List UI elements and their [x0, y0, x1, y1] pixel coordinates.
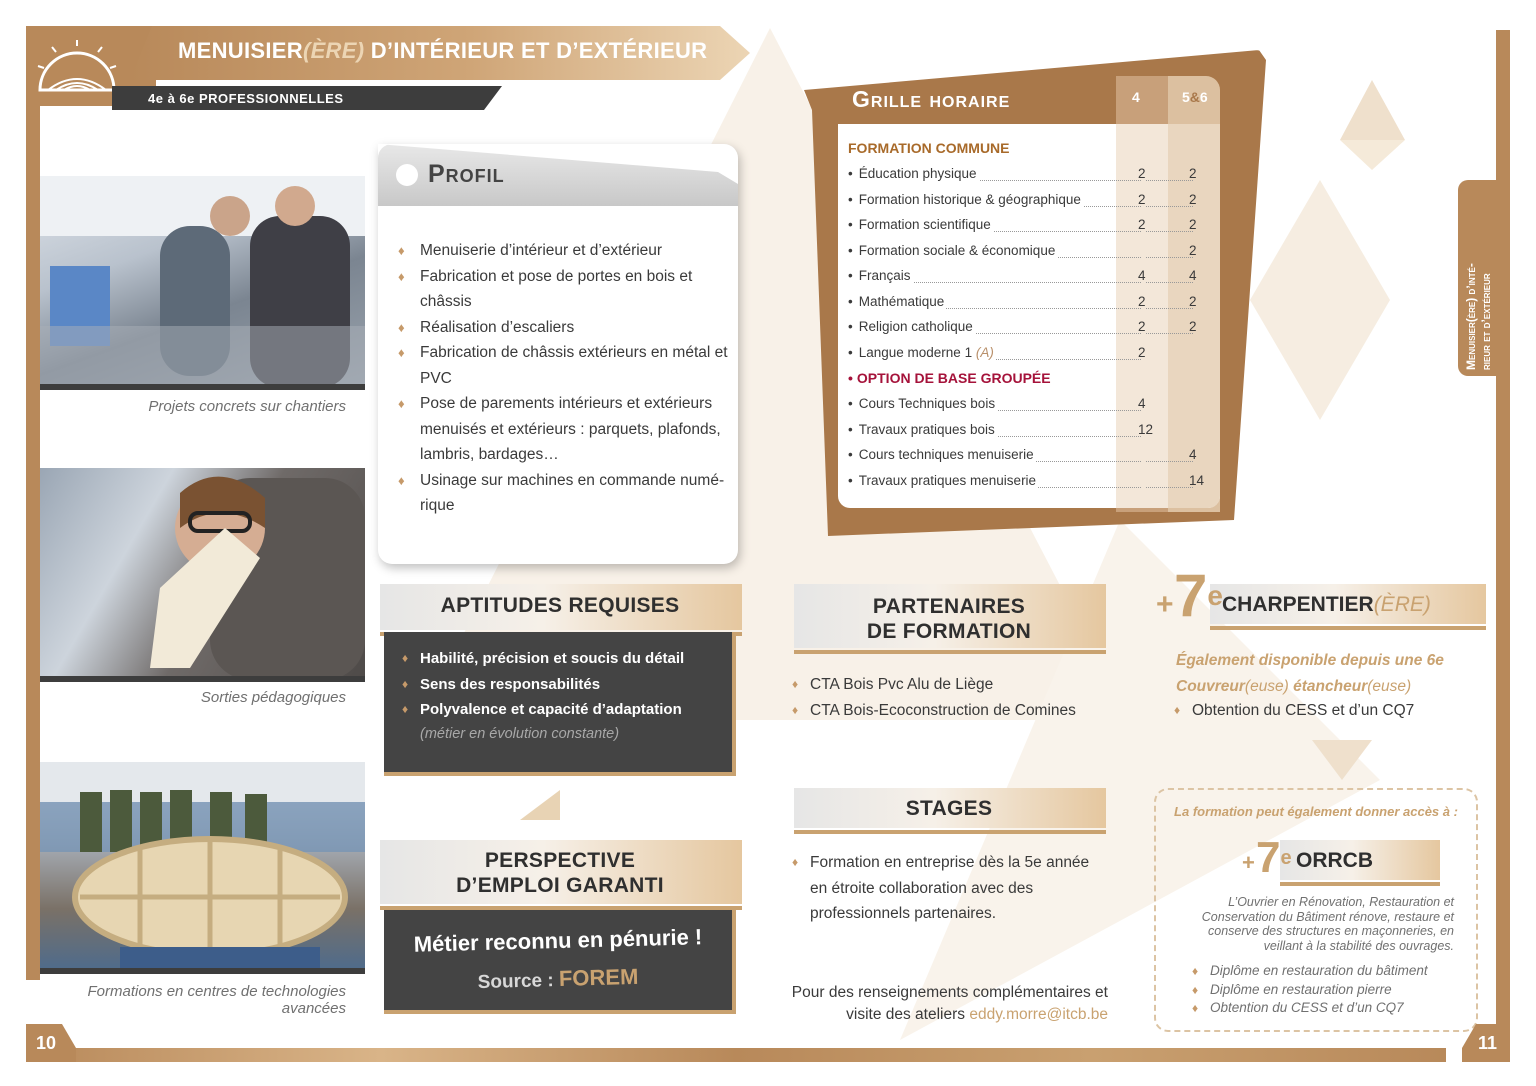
- frame-left-bar: [26, 100, 40, 980]
- charpentier-title: CHARPENTIER(ÈRE): [1222, 593, 1431, 616]
- dotted-leader: [1146, 333, 1193, 334]
- grille-section-option: • OPTION DE BASE GROUPÉE: [848, 370, 1051, 386]
- stages-list: [792, 850, 1092, 927]
- grille-value-4: 2: [1138, 344, 1146, 360]
- grille-row-label: • Cours Techniques bois: [848, 396, 997, 411]
- list-item: ♦ Fabrication et pose de portes en bois et châssis: [398, 264, 728, 315]
- dotted-leader: [1146, 282, 1193, 283]
- perspective-source: Source : FOREM: [477, 963, 639, 994]
- dotted-leader: [1146, 308, 1193, 309]
- charpentier-also: Également disponible depuis une 6e Couvreur(euse) étancheur(euse): [1176, 652, 1444, 695]
- grille-value-56: 4: [1189, 447, 1197, 462]
- seventh-year-badge: 7e: [1174, 562, 1223, 629]
- grille-value-4: 2: [1138, 319, 1146, 334]
- list-item: ♦ Menuiserie d’intérieur et d’extérieur: [398, 238, 728, 264]
- perspective-headline: Métier reconnu en pénurie !: [413, 924, 703, 957]
- grille-row: [848, 473, 1203, 495]
- dotted-leader: [1146, 180, 1193, 181]
- grille-row: [848, 294, 1203, 316]
- list-item: ♦ Habilité, précision et soucis du détail: [402, 646, 732, 672]
- dotted-leader: [1146, 231, 1193, 232]
- grille-row-label: • Formation historique & géographique: [848, 192, 1083, 207]
- profil-list: [398, 238, 728, 519]
- grille-value-4: 4: [1138, 396, 1146, 411]
- grille-row-label: • Éducation physique: [848, 166, 979, 181]
- grille-value-4: 2: [1138, 191, 1146, 207]
- aptitudes-list: [402, 646, 732, 723]
- grille-value-4: 2: [1138, 166, 1146, 181]
- list-item: ♦ CTA Bois-Ecoconstruction de Comines: [792, 698, 1102, 724]
- list-item: ♦ Formation en entreprise dès la 5e année en étroite collaboration avec des professionnels partenaires.: [792, 850, 1092, 927]
- grille-row: [848, 447, 1203, 469]
- grille-title: Grille horaire: [852, 86, 1011, 112]
- grille-row: [848, 243, 1203, 265]
- grille-header-56: 5&6: [1182, 89, 1208, 105]
- circle-icon: [396, 164, 418, 186]
- list-item: ♦ Diplôme en restauration pierre: [1192, 981, 1472, 1000]
- photo-caption: Formations en centres de technologies avancées: [87, 983, 346, 1017]
- grille-row-label: • Formation sociale & économique: [848, 243, 1057, 258]
- saw-blade-icon: [34, 40, 120, 94]
- grille-value-56: 2: [1189, 191, 1197, 207]
- grille-row-label: • Religion catholique: [848, 319, 975, 334]
- list-item: ♦ Réalisation d’escaliers: [398, 315, 728, 341]
- list-item: ♦ Diplôme en restauration du bâtiment: [1192, 962, 1472, 981]
- list-item: ♦ CTA Bois Pvc Alu de Liège: [792, 672, 1102, 698]
- page-title: MENUISIER(ÈRE) D’INTÉRIEUR ET D’EXTÉRIEUR: [178, 38, 708, 63]
- page-number-left: 10: [36, 1033, 57, 1053]
- grille-row: [848, 192, 1203, 214]
- orrcb-intro: La formation peut également donner accès à :: [1174, 804, 1458, 819]
- photo-student: [40, 468, 365, 680]
- aptitudes-note: (métier en évolution constante): [420, 726, 620, 742]
- grille-section-commune: FORMATION COMMUNE: [848, 140, 1010, 156]
- list-item: ♦ Usinage sur machines en commande numé-rique: [398, 468, 728, 519]
- list-item: ♦ Pose de parements intérieurs et extérieurs menuisés et extérieurs : parquets, plafonds, lambris, bardages…: [398, 391, 728, 468]
- grille-row-label: • Formation scientifique: [848, 217, 993, 232]
- list-item: ♦ Fabrication de châssis extérieurs en métal et PVC: [398, 340, 728, 391]
- photo-edge: [40, 384, 365, 390]
- grille-row: [848, 396, 1203, 418]
- perspective-title: PERSPECTIVE D’EMPLOI GARANTI: [456, 849, 664, 897]
- aptitudes-title: APTITUDES REQUISES: [440, 594, 680, 617]
- grille-row-label: • Langue moderne 1 (A): [848, 345, 996, 360]
- grille-header-4: 4: [1132, 89, 1140, 105]
- grille-value-56: 4: [1189, 268, 1197, 283]
- photo-caption: Projets concrets sur chantiers: [148, 398, 346, 415]
- grille-row-label: • Cours techniques menuiserie: [848, 447, 1036, 462]
- dotted-leader: [1146, 487, 1193, 488]
- seventh-year-badge: 7e: [1256, 833, 1292, 882]
- photo-caption: Sorties pédagogiques: [200, 689, 346, 706]
- list-item: ♦ Obtention du CESS et d’un CQ7: [1174, 698, 1474, 724]
- grille-value-56: 14: [1189, 472, 1205, 488]
- stages-title: STAGES: [905, 797, 993, 820]
- grille-value-56: 2: [1189, 293, 1197, 309]
- photo-group: [40, 762, 365, 972]
- grille-value-56: 2: [1189, 319, 1197, 334]
- plus-sign: +: [1242, 850, 1255, 875]
- grille-row-label: • Travaux pratiques menuiserie: [848, 473, 1038, 488]
- dotted-leader: [1146, 257, 1193, 258]
- grille-row-label: • Travaux pratiques bois: [848, 422, 997, 437]
- list-item: ♦ Obtention du CESS et d’un CQ7: [1192, 999, 1472, 1018]
- photo-edge: [40, 968, 365, 974]
- grille-row: [848, 319, 1203, 341]
- grille-row-label: • Mathématique: [848, 294, 946, 309]
- grille-value-56: 2: [1189, 166, 1197, 181]
- charpentier-list: [1174, 698, 1474, 724]
- frame-right-bar: [1496, 30, 1510, 1060]
- dotted-leader: [1146, 461, 1193, 462]
- grille-value-4: 12: [1138, 421, 1154, 437]
- photo-edge: [40, 676, 365, 682]
- grille-value-4: 2: [1138, 217, 1146, 232]
- grille-row: [848, 268, 1203, 290]
- photo-workshop: [40, 176, 365, 388]
- grille-value-56: 2: [1189, 242, 1197, 258]
- grille-row: [848, 217, 1203, 239]
- orrcb-description: L’Ouvrier en Rénovation, Restauration et Conservation du Bâtiment rénove, restaure et conserve des structures en maçonneries, en veillant à la stabilité des ouvrages.: [1201, 895, 1454, 953]
- grille-value-4: 4: [1138, 268, 1146, 283]
- orrcb-title: ORRCB: [1296, 849, 1373, 872]
- dotted-leader: [1146, 206, 1193, 207]
- orrcb-list: [1192, 962, 1472, 1018]
- plus-sign: +: [1156, 588, 1174, 621]
- email-link[interactable]: eddy.morre@itcb.be: [969, 1006, 1108, 1023]
- grille-row: [848, 166, 1203, 188]
- page-subtitle: 4e à 6e PROFESSIONNELLES: [148, 91, 344, 106]
- side-tab-label: Menuisier(ère) d’inté- rieur et d’extérieur: [1464, 263, 1493, 370]
- page-number-right: 11: [1478, 1033, 1498, 1053]
- partenaires-list: [792, 672, 1102, 723]
- partenaires-title: PARTENAIRES DE FORMATION: [866, 595, 1032, 643]
- contact-info: Pour des renseignements complémentaires et visite des ateliers eddy.morre@itcb.be: [791, 984, 1108, 1023]
- grille-value-4: 2: [1138, 293, 1146, 309]
- frame-bottom-bar: [26, 1048, 1446, 1062]
- list-item: ♦ Polyvalence et capacité d’adaptation: [402, 697, 732, 723]
- grille-value-56: 2: [1189, 217, 1197, 232]
- grille-row: [848, 422, 1203, 444]
- profil-title: Profil: [428, 160, 505, 188]
- grille-row-label: • Français: [848, 268, 913, 283]
- grille-row: [848, 345, 1203, 367]
- list-item: ♦ Sens des responsabilités: [402, 672, 732, 698]
